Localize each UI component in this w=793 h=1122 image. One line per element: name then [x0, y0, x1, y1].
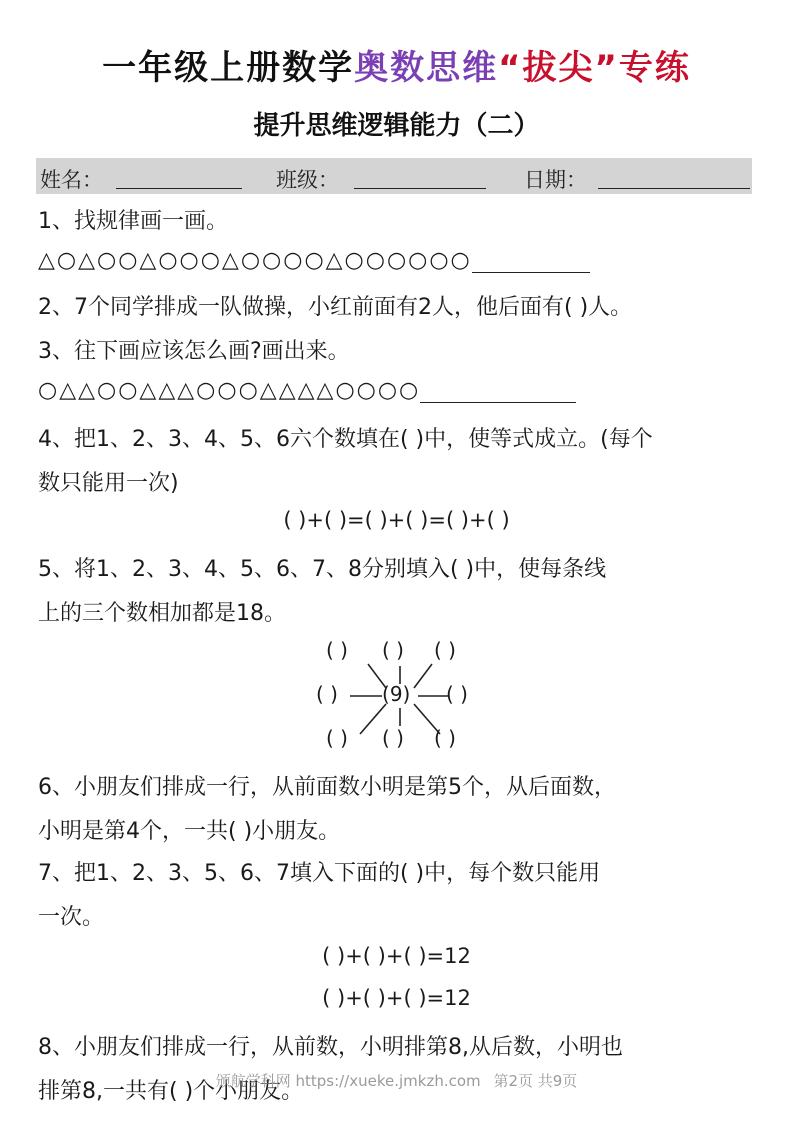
- name-blank[interactable]: [116, 188, 242, 189]
- number-star-diagram: [312, 636, 482, 756]
- page-number: 第2页 共9页: [493, 1072, 578, 1090]
- question-2: 2、7个同学排成一队做操，小红前面有2人，他后面有( )人。: [38, 295, 633, 320]
- date-blank[interactable]: [598, 188, 750, 189]
- name-label: 姓名：: [40, 168, 103, 192]
- question-4-line-2: 数只能用一次): [38, 471, 179, 496]
- class-label: 班级：: [276, 168, 339, 192]
- question-8-line-2: 排第8,一共有( )个小朋友。: [38, 1079, 304, 1104]
- blank-slot[interactable]: ( ): [326, 726, 348, 750]
- center-value: 9: [389, 682, 403, 706]
- question-7-equation-2: ( )+( )+( )=12: [322, 986, 471, 1010]
- question-7-equation-1: ( )+( )+( )=12: [322, 944, 471, 968]
- page-title: [0, 40, 793, 89]
- page-subtitle: 提升思维逻辑能力（二）: [253, 111, 540, 141]
- watermark-text: 颁航学科网 https://xueke.jmkzh.com: [215, 1072, 481, 1090]
- blank-slot[interactable]: ( ): [446, 682, 468, 706]
- question-1: 1、找规律画一画。: [38, 209, 228, 234]
- question-7-line-2: 一次。: [38, 905, 105, 930]
- blank-slot[interactable]: ( ): [434, 726, 456, 750]
- question-7-line-1: 7、把1、2、3、5、6、7填入下面的( )中，每个数只能用: [38, 861, 601, 886]
- question-4-line-1: 4、把1、2、3、4、5、6六个数填在( )中，使等式成立。(每个: [38, 427, 653, 452]
- blank-slot[interactable]: ( ): [326, 638, 348, 662]
- answer-blank[interactable]: [420, 382, 576, 403]
- question-3: 3、往下画应该怎么画?画出来。: [38, 339, 350, 364]
- blank-slot[interactable]: ( ): [316, 682, 338, 706]
- center-number: (9): [382, 682, 411, 706]
- question-8-line-1: 8、小朋友们排成一行，从前数，小明排第8,从后数，小明也: [38, 1035, 623, 1060]
- student-info-bar: [36, 158, 752, 194]
- blank-slot[interactable]: ( ): [382, 638, 404, 662]
- question-1-pattern: [38, 248, 590, 273]
- title-part-3: “拔尖”专练: [498, 48, 691, 88]
- blank-slot[interactable]: ( ): [382, 726, 404, 750]
- title-part-1: 一年级上册数学: [102, 48, 355, 88]
- question-3-pattern: [38, 378, 576, 403]
- question-5-line-2: 上的三个数相加都是18。: [38, 601, 286, 626]
- class-blank[interactable]: [354, 188, 486, 189]
- question-4-equation: ( )+( )=( )+( )=( )+( ): [283, 508, 510, 532]
- answer-blank[interactable]: [472, 252, 590, 273]
- shape-pattern: △○△○○△○○○△○○○○△○○○○○○: [38, 248, 472, 273]
- blank-slot[interactable]: ( ): [434, 638, 456, 662]
- question-6-line-1: 6、小朋友们排成一行，从前面数小明是第5个，从后面数，: [38, 775, 616, 800]
- date-label: 日期：: [524, 168, 587, 192]
- watermark: [0, 1070, 793, 1091]
- question-5-line-1: 5、将1、2、3、4、5、6、7、8分别填入( )中，使每条线: [38, 557, 607, 582]
- title-part-2: 奥数思维: [354, 48, 499, 88]
- shape-pattern: ○△△○○△△△○○○△△△△○○○○: [38, 378, 421, 403]
- question-6-line-2: 小明是第4个，一共( )小朋友。: [38, 819, 341, 844]
